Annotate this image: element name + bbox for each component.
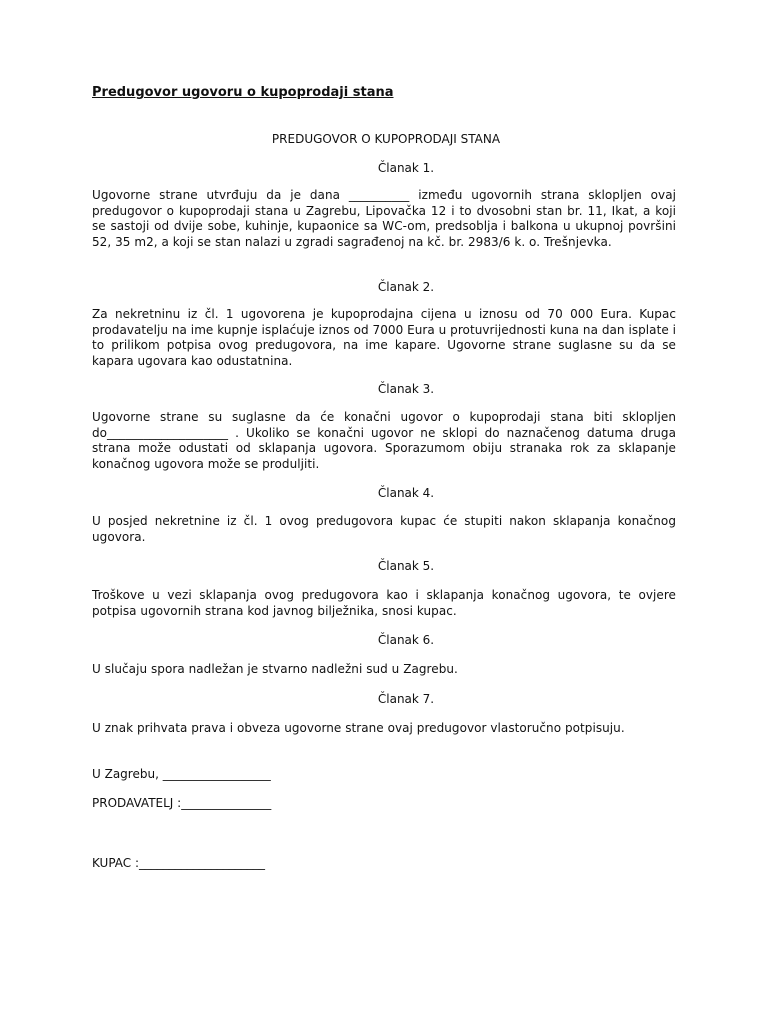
- article-1-label: Članak 1.: [377, 161, 435, 175]
- article-6-label: Članak 6.: [377, 633, 435, 647]
- article-6-text: U slučaju spora nadležan je stvarno nadležni sud u Zagrebu.: [92, 662, 458, 676]
- contract-title: PREDUGOVOR O KUPOPRODAJI STANA: [271, 132, 501, 146]
- article-2-text: Za nekretninu iz čl. 1 ugovorena je kupoprodajna cijena u iznosu od 70 000 Eura. Kupac prodavatelju na ime kupnje isplaćuje iznos od 7000 Eura u protuvrijednosti kuna na dan isplate i to prilikom potpisa ovog predugovora, na ime kapare. Ugovorne strane suglasne su da se kapara ugovara kao odustatnina.: [92, 307, 677, 368]
- place-date-line: U Zagrebu, __________________: [92, 767, 271, 781]
- document-heading: Predugovor ugovoru o kupoprodaji stana: [92, 85, 394, 100]
- article-4-label: Članak 4.: [377, 486, 435, 500]
- article-3-text: Ugovorne strane su suglasne da će konačni ugovor o kupoprodaji stana biti sklopljen do____________________ . Ukoliko se konačni ugovor ne sklopi do naznačenog datuma druga strana može odustati od sklapanja ugovora. Sporazumom obiju stranaka rok za sklapanje konačnog ugovora može se produljiti.: [92, 410, 676, 471]
- article-2-label: Članak 2.: [377, 280, 435, 294]
- buyer-signature-line: KUPAC :_____________________: [92, 856, 266, 870]
- article-7-label: Članak 7.: [377, 692, 435, 706]
- article-1-text: Ugovorne strane utvrđuju da je dana __________ između ugovornih strana sklopljen ovaj predugovor o kupoprodaji stana u Zagrebu, Lipovačka 12 i to dvosobni stan br. 11, Ikat, a koji se sastoji od dvije sobe, kuhinje, kupaonice sa WC-om, predsoblja i balkona u ukupnoj površini 52, 35 m2, a koji se stan nalazi u zgradi sagrađenoj na kč. br. 2983/6 k. o. Trešnjevka.: [92, 188, 676, 249]
- article-5-text: Troškove u vezi sklapanja ovog predugovora kao i sklapanja konačnog ugovora, te ovjere potpisa ugovornih strana kod javnog bilježnika, snosi kupac.: [92, 588, 676, 618]
- article-7-text: U znak prihvata prava i obveza ugovorne strane ovaj predugovor vlastoručno potpisuju.: [92, 721, 625, 735]
- article-4-text: U posjed nekretnine iz čl. 1 ovog predugovora kupac će stupiti nakon sklapanja konačnog ugovora.: [92, 514, 676, 544]
- article-3-label: Članak 3.: [377, 382, 435, 396]
- seller-signature-line: PRODAVATELJ :_______________: [92, 796, 272, 810]
- article-5-label: Članak 5.: [377, 559, 435, 573]
